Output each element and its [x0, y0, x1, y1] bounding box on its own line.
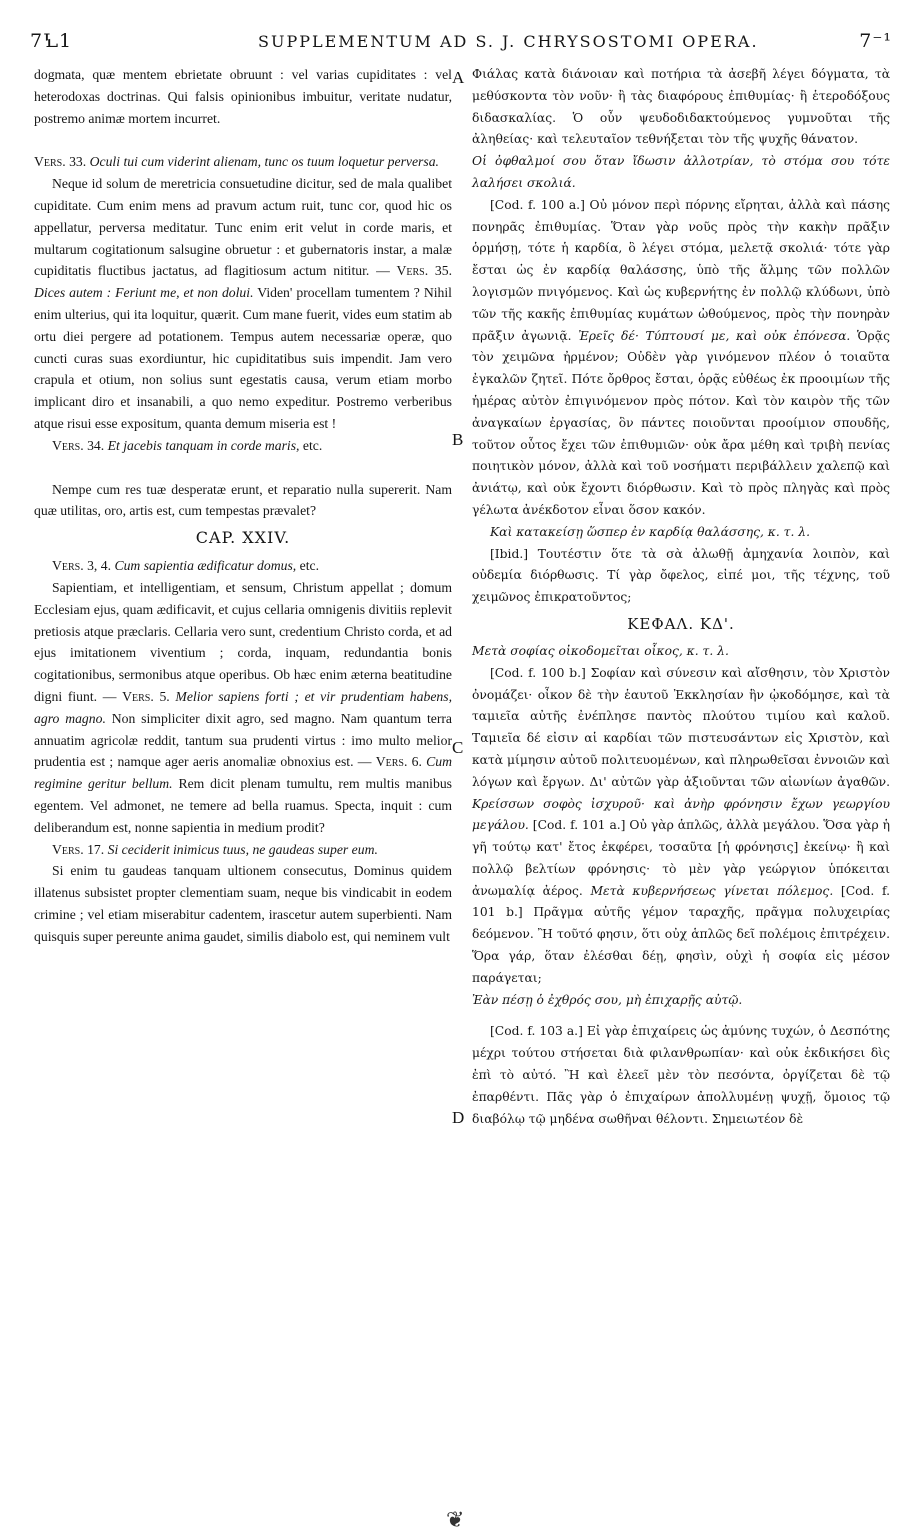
commentary-text: Rem dicit plenam tumultu, rem multis manibus egentem. Vel admonet, ne temere ad bella ruamus. Specta, inquit : cum deliberandum est, nonne sapientia in medium prodit? — [34, 776, 453, 835]
verse-lemma: Cum sapientia ædificatur domus, — [114, 558, 297, 574]
section-marker-a: A — [452, 68, 465, 87]
commentary-text: Εἰ γὰρ ἐπιχαίρεις ὡς ἀμύνης τυχών, ὁ Δεσπότης μέχρι τούτου στήσεται διὰ φιλανθρωπίαν· καὶ οὐκ ἐκδικήσει δὶς ἐπὶ τὸ αὐτό. Ἢ καὶ ἐλεεῖ μὲν τὸν πεσόντα, ὀργίζεται δὲ τῷ ἐπαρθέντι. Πᾶς γὰρ ὁ ἐπιχαίρων ἀπολλυμένῃ ψυχῇ, ὅμοιος τῷ διαβόλῳ τῷ μηδένα σωθῆναι θέλοντι. Σημειωτέον δὲ — [472, 1024, 891, 1126]
latin-column — [34, 64, 452, 947]
running-header — [30, 30, 892, 56]
latin-paragraph: Nempe cum res tuæ desperatæ erunt, et reparatio nulla supererit. Nam quæ utilitas, oro, artis est, cum tempestas prævalet? — [34, 481, 452, 519]
commentary-text: Πρᾶγμα αὐτῆς γέμον ταραχῆς, πρᾶγμα πολυχειρίας δεόμενον. Ἢ τοῦτό φησιν, ὅτι οὐχ ἁπλῶς δεῖ πολέμοις ἐπιτρέχειν. Ὅρα γάρ, ὅταν ἐλέσθαι δέῃ, φησὶν, οὐχὶ ἡ σοφία εἰς μέσον παράγεται; — [472, 905, 890, 985]
latin-verse-17 — [34, 839, 452, 861]
commentary-text: Σοφίαν καὶ σύνεσιν καὶ αἴσθησιν, τὸν Χριστὸν ὀνομάζει· οἶκον δὲ τὴν ἑαυτοῦ Ἐκκλησίαν ἣν ᾠκοδόμησε, καὶ τὰ ταμιεῖα αὐτῆς ἐνέπλησε παντὸς πλούτου τιμίου καὶ καλοῦ. Ταμιεῖα δέ εἰσιν αἱ καρδίαι τῶν πιστευσάντων εἰς Χριστὸν, καὶ κατὰ μίμησιν αὐτοῦ πολιτευομένων, καὶ πληρωθεῖσαι ἐννοιῶν καὶ λόγων καὶ ἔργων. Δι' αὐτῶν γὰρ ἀξιοῦνται τῶν αἰωνίων ἀγαθῶν. — [472, 665, 890, 789]
greek-paragraph: Φιάλας κατὰ διάνοιαν καὶ ποτήρια τὰ ἀσεβῆ λέγει δόγματα, τὰ μεθύσκοντα τὸν νοῦν· ἢ τὰς διαφόρους ἐπιθυμίας· ἢ ἑτεροδόξους διδασκαλίας. Ὁ οὖν ψευδοδιδακτούμενος γυμνοῦται τῆς ἀληθείας· καὶ τελευταῖον τεθνήξεται τὸν τῆς ψυχῆς θάνατον. — [472, 67, 890, 147]
commentary-text: Οὐ γὰρ ἁπλῶς, ἀλλὰ μεγάλου. Ὅσα γὰρ ἡ γῆ τούτῳ κατ' ἔτος ἐκφέρει, τοσαῦτα [ἡ φρόνησις] ἐκείνῳ· ἢ καὶ πολλῷ βελτίων φρόνησις· τὸ μὲν γὰρ γεώργιον ὑπόκειται ἀνωμαλίᾳ ἀέρος. — [472, 818, 890, 898]
verse-lemma: Et jacebis tanquam in corde maris, — [107, 437, 300, 453]
verse-label: Vers. 5. — [122, 688, 170, 704]
codex-reference: [Cod. f. 100 a.] — [490, 197, 585, 212]
latin-paragraph: dogmata, quæ mentem ebrietate obruunt : vel varias cupiditates : vel heterodoxas doctrinas. Qui falsis opinionibus imbuitur, veritate nudatur, postremo animæ mortem incurret. — [34, 67, 452, 126]
codex-reference: [Cod. f. 101 a.] — [532, 818, 626, 833]
codex-reference: [Ibid.] — [490, 546, 529, 561]
commentary-text: Τουτέστιν ὅτε τὰ σὰ ἀλωθῇ ἀμηχανία λοιπὸν, καὶ οὐδεμία διόρθωσις. Τί γὰρ ὄφελος, εἰπέ μοι, τῆς τέχνης, τοῦ χειμῶνος ἐπικρατοῦντος; — [472, 546, 890, 605]
greek-chapter-heading: ΚΕΦΑΛ. ΚΔ'. — [627, 614, 735, 633]
verse-lemma: Cum regimine geritur bellum. — [34, 754, 453, 792]
commentary-text: Οὐ μόνον περὶ πόρνης εἴρηται, ἀλλὰ καὶ πάσης πονηρᾶς ἐπιθυμίας. Ὅταν γὰρ νοῦς πρὸς τὴν κακὴν πρᾶξιν ὁρμήσῃ, τότε ἡ καρδία, ὃ λέγει στόμα, μελετᾷ σκολιά· τότε γὰρ ἔσται ὡς ἐν καρδίᾳ θαλάσσης, ὑπὸ τῆς ἅλμης τῶν πολλῶν λογισμῶν πνιγόμενος. Καὶ ὡς κυβερνήτης ἐν πολλῷ κλύδωνι, ὑπὸ τῶν τῆς κακῆς ἐπιθυμίας κυμάτων ὠθούμενος, πρὸς τὴν πονηρὰν πρᾶξιν ἀγωνιᾷ. — [472, 197, 890, 343]
verse-label: Vers. 17. — [52, 841, 105, 857]
greek-paragraph — [472, 663, 890, 990]
commentary-text: Neque id solum de meretricia consuetudine dicitur, sed de mala qualibet cupiditate. Cum enim mens ad pravum actum ruit, tunc cor, quod hic os appellatur, perversa meditatur. Tunc enim erit velut in corde maris, et multarum cogitationum salsugine obruetur : et gubernatoris instar, a malæ cupiditatis fluctibus jactatus, ad flagitiosum actum nititur. — — [34, 176, 452, 279]
commentary-text: Ὁρᾷς τὸν χειμῶνα ἠρμένον; Οὐδὲν γὰρ γινόμενον πλέον ὁ τοιαῦτα ἐγκαλῶν ζητεῖ. Πότε ὄρθρος ἔσται, ὁρᾷς εὐθέως ἐκ προοιμίων τῆς ἡμέρας αὐτὸν ἐπιγινόμενον πρὸς πότον. Καὶ τὸν καιρὸν τῆς τῶν ἀναγκαίων ἐργασίας, ὃν πάντες ποιοῦνται προοίμιον σπουδῆς, τοῦτον οὗτος ἔχει τῶν ἐπιθυμιῶν· οὐκ ἄρα μέθη καὶ τριβὴ πενίας ποιητικὸν μόνον, ἀλλὰ καὶ τοῦ νοσήματι περιβάλλειν χαλεπῷ καὶ ἀνιάτῳ, καὶ οὐκ ἔχοντι διόρθωσιν. Καὶ τὸ πρὸς πληγὰς καὶ πρὸς γέλωτα ἀνέκδοτον εἶναι ὅσον κακόν. — [472, 328, 890, 517]
section-marker-c: C — [452, 738, 464, 757]
commentary-text: Non simpliciter dixit agro, sed magno. Nam quantum terra annuatim agricolæ reddit, tantum sua prudenti virtus : imo multo melior prudentia est ; namque ager aeris anomaliæ obnoxius est. — — [34, 710, 453, 770]
latin-verse-33 — [34, 151, 452, 173]
latin-verse-34 — [34, 435, 452, 457]
greek-lemma: Μετὰ κυβερνήσεως γίνεται πόλεμος. — [590, 883, 834, 898]
greek-lemma — [472, 522, 890, 544]
verse-lemma: Si ceciderit inimicus tuus, ne gaudeas super eum. — [107, 841, 378, 857]
latin-verse-3-4 — [34, 555, 452, 577]
greek-paragraph — [472, 1021, 890, 1130]
section-marker-d: D — [452, 1108, 465, 1127]
greek-paragraph — [472, 195, 890, 522]
commentary-text: Viden' procellam tumentem ? Nihil enim ulterius, qui ita loquitur, quærit. Cum mane fuerit, vides eum statim ab ortu diei pergere ad potationem. Tempus autem necessariæ operæ, quo cuncti curas suas exordiuntur, hic cupiditatibus suis impendit. Jam vero crapula et otium, non solius sunt egestatis causa, verum etiam morbo implicant diro et insanabili, a quo nemo expeditur. Postremo verberibus atque risui esse expositum, quanta demum miseria est ! — [34, 285, 452, 431]
verse-label: Vers. 33. — [34, 154, 87, 170]
page-number-right: 7⁻¹ — [859, 30, 892, 52]
greek-lemma: Μετὰ σοφίας οἰκοδομεῖται οἶκος, κ. τ. λ. — [472, 643, 729, 658]
codex-reference: [Cod. f. 103 a.] — [490, 1024, 583, 1039]
greek-lemma: Ἐὰν πέσῃ ὁ ἐχθρός σου, μὴ ἐπιχαρῇς αὐτῷ. — [472, 992, 743, 1007]
codex-reference: [Cod. f. 101 b.] — [472, 883, 890, 920]
latin-paragraph: Si enim tu gaudeas tanquam ultionem consecutus, Dominus quidem illatenus subsistet propter clementiam suam, neque bis vindicabit in eodem crimine ; vel etiam miserabitur cadentem, irascetur autem superbienti. Nam quisquis super pereunte anima gaudet, similis diabolo est, qui neminem vult — [34, 863, 452, 944]
greek-lemma-text: Καὶ κατακείσῃ ὥσπερ ἐν καρδίᾳ θαλάσσης, κ. τ. λ. — [490, 524, 810, 539]
verse-etc: etc. — [302, 437, 323, 453]
verse-label: Vers. 6. — [375, 754, 422, 770]
greek-column — [472, 64, 890, 1130]
chapter-heading: CAP. XXIV. — [195, 528, 291, 548]
greek-lemma: Οἱ ὀφθαλμοί σου ὅταν ἴδωσιν ἀλλοτρίαν, τὸ στόμα σου τότε λαλήσει σκολιά. — [472, 154, 890, 190]
latin-paragraph — [34, 173, 452, 435]
greek-paragraph — [472, 544, 890, 609]
latin-paragraph — [34, 577, 452, 839]
greek-lemma: Ἐρεῖς δέ· Τύπτουσί με, καὶ οὐκ ἐπόνεσα. — [578, 328, 851, 343]
verse-label: Vers. 3, 4. — [52, 558, 112, 574]
verse-lemma: Oculi tui cum viderint alienam, tunc os tuum loquetur perversa. — [89, 154, 439, 170]
verse-lemma: Melior sapiens forti ; et vir prudentiam habens, agro magno. — [34, 688, 452, 726]
page-number-left: 7Ꝇ1 — [30, 30, 73, 52]
verse-lemma: Dices autem : Feriunt me, et non dolui. — [34, 285, 254, 301]
commentary-text: Sapientiam, et intelligentiam, et sensum, Christum appellat ; domum Ecclesiam ejus, quam ædificavit, et cujus cellaria omnigenis divitiis replevit pretiosis atque præclaris. Cellaria vero sunt, credentium Christo corda, et ad ejus imitationem viventium ; corda, inquam, redundantia bonis cogitationibus, sermonibus atque operibus. Ob hæc enim æterna beatitudine digni fiunt. — — [34, 579, 452, 704]
verse-label: Vers. 34. — [52, 437, 105, 453]
printer-ornament: ❦ — [446, 1508, 465, 1533]
greek-lemma: Κρείσσων σοφὸς ἰσχυροῦ· καὶ ἀνὴρ φρόνησιν ἔχων γεωργίου μεγάλου. — [472, 796, 890, 833]
codex-reference: [Cod. f. 100 b.] — [490, 665, 586, 680]
running-title: SUPPLEMENTUM AD S. J. CHRYSOSTOMI OPERA. — [258, 32, 759, 51]
verse-etc: etc. — [299, 558, 320, 574]
verse-label: Vers. 35. — [396, 263, 453, 279]
section-marker-b: B — [452, 430, 464, 449]
